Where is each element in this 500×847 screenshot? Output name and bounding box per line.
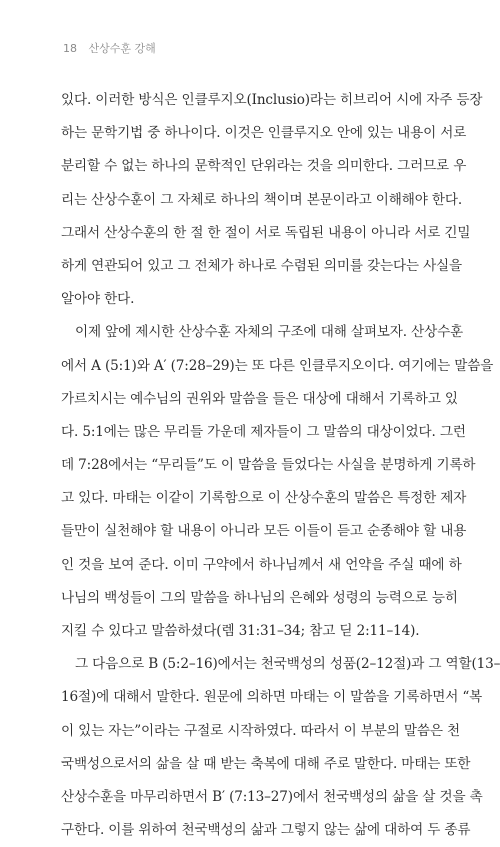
- text-line: 이제 앞에 제시한 산상수훈 자체의 구조에 대해 살펴보자. 산상수훈: [75, 324, 464, 341]
- text-line: 들만이 실천해야 할 내용이 아니라 모든 이들이 듣고 순종해야 할 내용: [61, 523, 467, 540]
- text-line: 다. 5:1에는 많은 무리들 가운데 제자들이 그 말씀의 대상이었다. 그런: [61, 423, 466, 440]
- text-line: 지킬 수 있다고 말씀하셨다(렘 31:31–34; 참고 딛 2:11–14).: [61, 623, 420, 639]
- text-line: 고 있다. 마태는 이같이 기록함으로 이 산상수훈의 말씀은 특정한 제자: [61, 490, 467, 507]
- body-text: [61, 84, 500, 847]
- text-line: 구한다. 이를 위하여 천국백성의 삶과 그렇지 않는 삶에 대하여 두 종류: [61, 822, 471, 839]
- text-line: 가르치시는 예수님의 권위와 말씀을 들은 대상에 대해서 기록하고 있: [61, 390, 458, 407]
- text-line: 그래서 산상수훈의 한 절 한 절이 서로 독립된 내용이 아니라 서로 긴밀: [61, 224, 471, 241]
- text-line: 이 있는 자는”이라는 구절로 시작하였다. 따라서 이 부분의 말씀은 천: [61, 722, 461, 739]
- text-line: 하게 연관되어 있고 그 전체가 하나로 수렴된 의미를 갖는다는 사실을: [61, 257, 463, 274]
- text-line: 국백성으로서의 삶을 살 때 받는 축복에 대해 주로 말한다. 마태는 또한: [61, 755, 471, 772]
- text-line: 알아야 한다.: [61, 291, 135, 308]
- text-line: 산상수훈을 마무리하면서 B′ (7:13–27)에서 천국백성의 삶을 살 것을 촉: [61, 788, 483, 805]
- text-line: 에서 A (5:1)와 A′ (7:28–29)는 또 다른 인클루지오이다. 여기에는 말씀을: [61, 357, 494, 374]
- text-line: 나님의 백성들이 그의 말씀을 하나님의 은혜와 성령의 능력으로 능히: [61, 589, 458, 606]
- text-line: 그 다음으로 B (5:2–16)에서는 천국백성의 성품(2–12절)과 그 역할(13–: [75, 656, 500, 673]
- text-line: 있다. 이러한 방식은 인클루지오(Inclusio)라는 히브리어 시에 자주 등장: [61, 92, 483, 108]
- text-line: 데 7:28에서는 “무리들”도 이 말씀을 들었다는 사실을 분명하게 기록하: [61, 457, 476, 474]
- text-line: 분리할 수 없는 하나의 문학적인 단위라는 것을 의미한다. 그러므로 우: [61, 158, 467, 175]
- text-line: 리는 산상수훈이 그 자체로 하나의 책이며 본문이라고 이해해야 한다.: [61, 191, 463, 208]
- text-line: 인 것을 보여 준다. 이미 구약에서 하나님께서 새 언약을 주실 때에 하: [61, 556, 462, 573]
- text-line: 16절)에 대해서 말한다. 원문에 의하면 마태는 이 말씀을 기록하면서 “복: [61, 689, 483, 706]
- text-line: 하는 문학기법 중 하나이다. 이것은 인클루지오 안에 있는 내용이 서로: [61, 125, 467, 142]
- page-number: 18: [63, 42, 77, 55]
- running-head: [63, 40, 156, 56]
- book-title: 산상수훈 강해: [88, 42, 156, 55]
